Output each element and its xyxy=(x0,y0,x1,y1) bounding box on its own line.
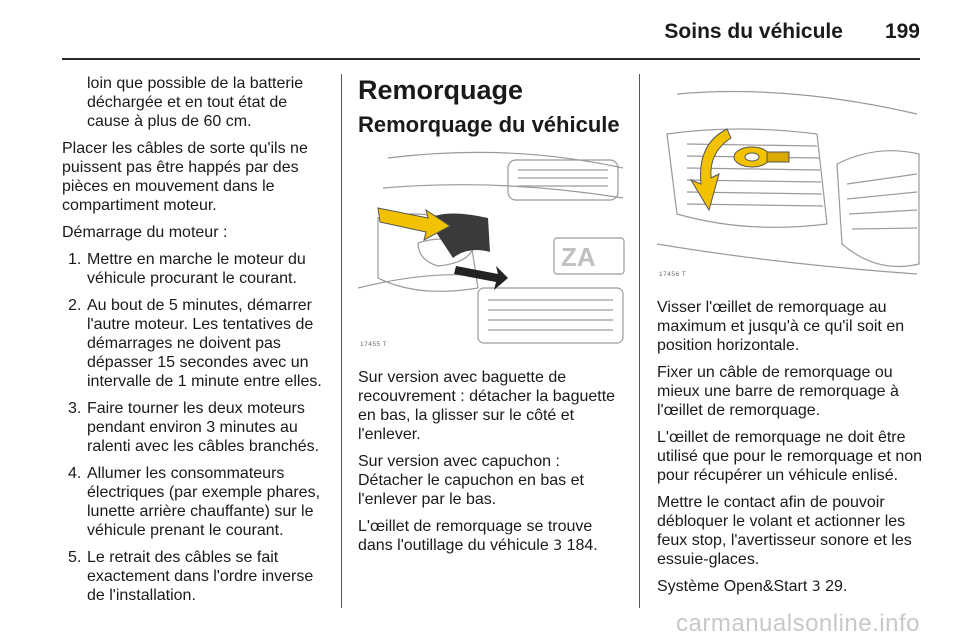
paragraph-baguette: Sur version avec baguette de recouvrement : détacher la baguette en bas, la glisser sur le côté et l'enlever. xyxy=(358,369,616,443)
paragraph-oeillet-location: L'œillet de remorquage se trouve dans l'outillage du véhicule 3 184. xyxy=(358,518,598,554)
heading-remorquage-vehicule: Remorquage du véhicule xyxy=(358,112,620,137)
tow-eye-illustration xyxy=(657,74,925,286)
start-steps-list xyxy=(62,250,332,605)
column-divider-1 xyxy=(341,74,342,608)
bumper-cover-illustration xyxy=(358,148,626,356)
column-divider-2 xyxy=(639,74,640,608)
page-ref-icon: 3 xyxy=(553,538,563,554)
paragraph-start-heading: Démarrage du moteur : xyxy=(62,224,228,241)
paragraph-screw-eye: Visser l'œillet de remorquage au maximum et jusqu'à ce qu'il soit en position horizontale. xyxy=(657,299,905,354)
figure-code: 17455 T xyxy=(360,341,388,348)
figure-cover-removal xyxy=(358,148,626,356)
paragraph-cable-placement: Placer les câbles de sorte qu'ils ne puissent pas être happés par des pièces en mouvement dans le compartiment moteur. xyxy=(62,140,308,214)
figure-tow-eye xyxy=(657,74,925,286)
paragraph-ignition: Mettre le contact afin de pouvoir débloquer le volant et actionner les feux stop, l'avertisseur sonore et les essuie-glaces. xyxy=(657,494,912,568)
page-number: 199 xyxy=(884,20,920,43)
continued-text: loin que possible de la batterie déchargée et en tout état de cause à plus de 60 cm. xyxy=(87,75,304,130)
paragraph-eye-usage: L'œillet de remorquage ne doit être utilisé que pour le remorquage et non pour récupérer un véhicule enlisé. xyxy=(657,429,923,484)
license-plate-text: ZA xyxy=(561,242,596,272)
list-item: 5. Le retrait des câbles se fait exactement dans l'ordre inverse de l'installation. xyxy=(68,549,314,604)
paragraph-open-start: Système Open&Start 3 29. xyxy=(657,578,848,595)
figure-code: 17456 T xyxy=(659,271,687,278)
column-3 xyxy=(657,74,925,605)
list-item: 4. Allumer les consommateurs électriques (par exemple phares, lunette arrière chauffante) sur le véhicule prenant le courant. xyxy=(68,465,321,539)
paragraph-capuchon: Sur version avec capuchon : Détacher le capuchon en bas et l'enlever par le bas. xyxy=(358,453,584,508)
list-item: 1. Mettre en marche le moteur du véhicule procurant le courant. xyxy=(68,251,306,287)
page-ref: 29. xyxy=(825,578,848,595)
paragraph-attach-cable: Fixer un câble de remorquage ou mieux une barre de remorquage à l'œillet de remorquage. xyxy=(657,364,899,419)
page-ref: 184. xyxy=(566,537,598,554)
page-ref-icon: 3 xyxy=(811,579,821,595)
header-rule xyxy=(62,58,920,60)
column-2 xyxy=(358,74,626,564)
list-item: 3. Faire tourner les deux moteurs pendant environ 3 minutes au ralenti avec les câbles branchés. xyxy=(68,400,320,455)
heading-remorquage: Remorquage xyxy=(358,75,524,105)
watermark: carmanualsonline.info xyxy=(676,610,920,637)
column-1 xyxy=(62,74,332,613)
section-title: Soins du véhicule xyxy=(664,20,843,43)
list-item: 2. Au bout de 5 minutes, démarrer l'autre moteur. Les tentatives de démarrages ne doivent pas dépasser 15 secondes avec un intervalle de 1 minute entre elles. xyxy=(68,297,322,390)
page-header xyxy=(664,16,920,48)
